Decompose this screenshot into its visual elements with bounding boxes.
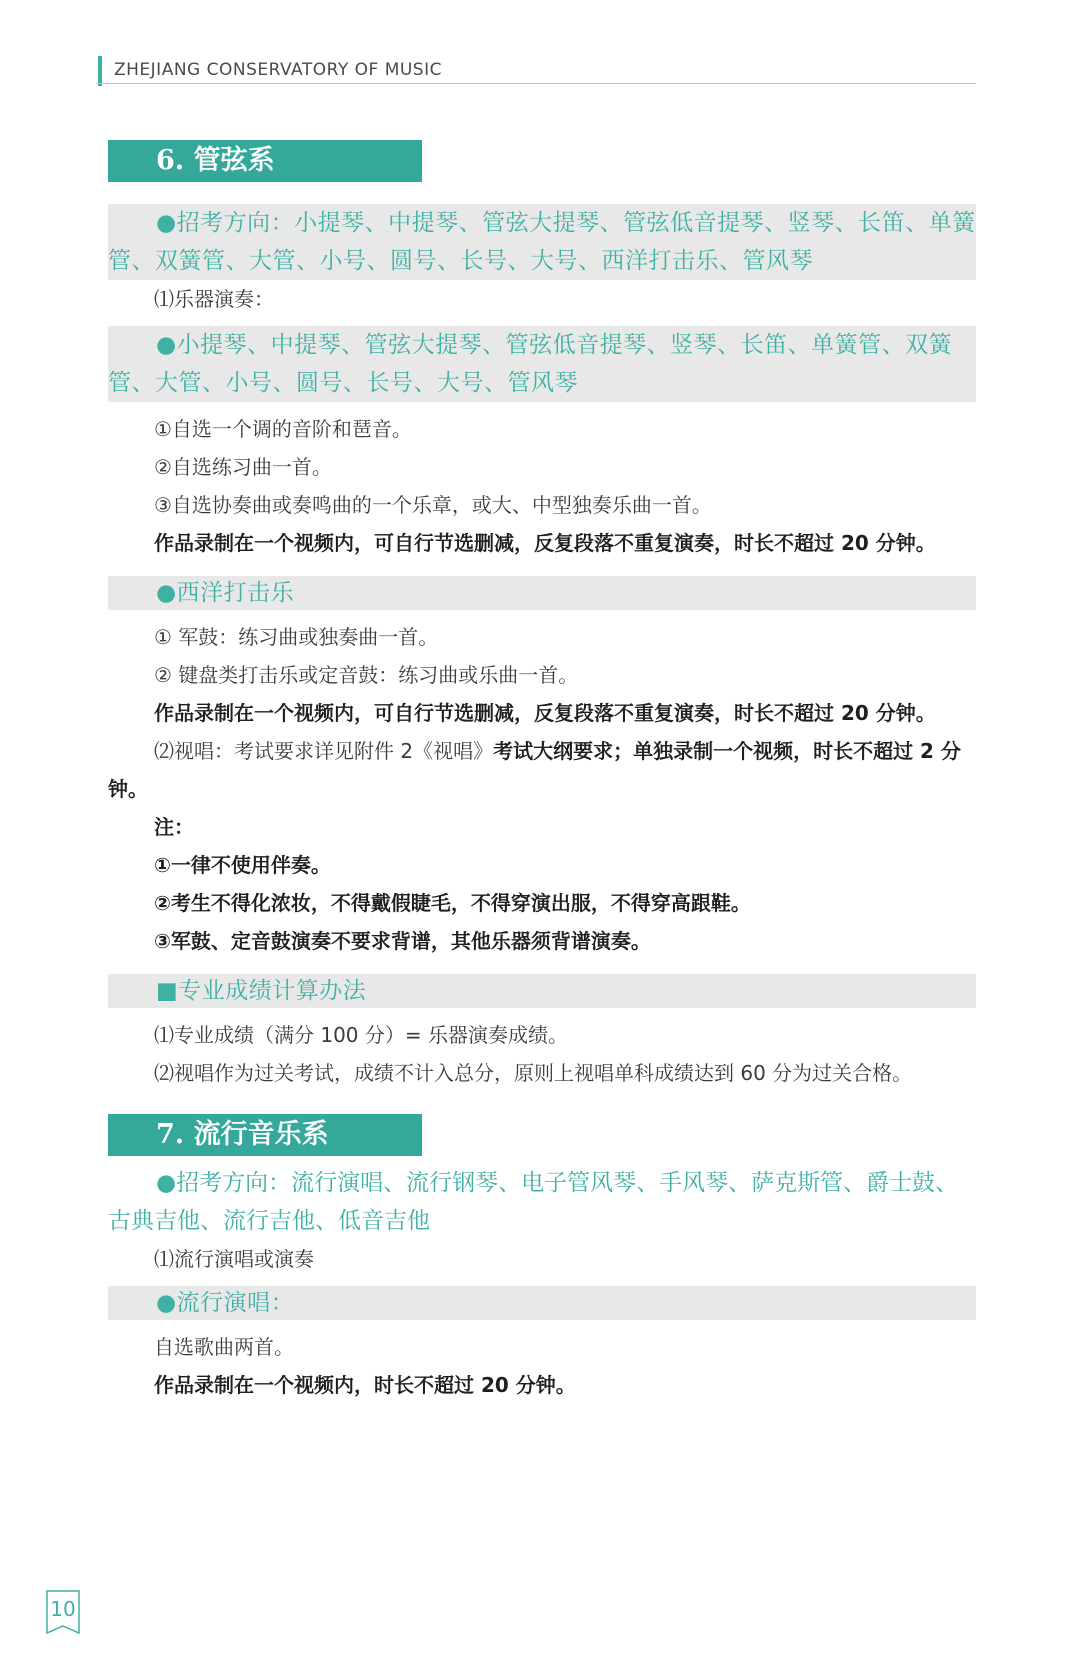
dept6-group1-title: ●小提琴、中提琴、管弦大提琴、管弦低音提琴、竖琴、长笛、单簧管、双簧管、大管、小号、圆号、长号、大号、管风琴 (108, 326, 976, 402)
dept6-part1: ⑴乐器演奏： (154, 287, 274, 311)
dept7-group1-note: 作品录制在一个视频内，时长不超过 20 分钟。 (154, 1373, 576, 1397)
dept6-note-label: 注： (154, 815, 194, 839)
page-content (108, 140, 976, 1404)
dept7-heading: 7. 流行音乐系 (108, 1114, 422, 1156)
dept6-group2-item: ① 军鼓：练习曲或独奏曲一首。 (154, 625, 439, 649)
dept6-part2-bold: 考试大纲要求；单独录制一个视频，时长不超过 2 分钟。 (108, 739, 961, 801)
dept6-group1-item: ①自选一个调的音阶和琶音。 (154, 417, 412, 441)
dept7-part1: ⑴流行演唱或演奏 (154, 1247, 314, 1271)
dept6-part2 (108, 732, 976, 808)
dept6-group2-item: ② 键盘类打击乐或定音鼓：练习曲或乐曲一首。 (154, 663, 579, 687)
dept6-heading: 6. 管弦系 (108, 140, 422, 182)
page-header (96, 54, 976, 88)
dept6-note-item: ①一律不使用伴奏。 (154, 853, 331, 877)
header-rule (96, 83, 976, 84)
dept6-score-item: ⑵视唱作为过关考试，成绩不计入总分，原则上视唱单科成绩达到 60 分为过关合格。 (154, 1061, 913, 1085)
page-number: 10 (50, 1597, 76, 1621)
dept6-score-title: ■专业成绩计算办法 (108, 974, 976, 1008)
dept7-directions: ●招考方向：流行演唱、流行钢琴、电子管风琴、手风琴、萨克斯管、爵士鼓、古典吉他、流行吉他、低音吉他 (108, 1170, 959, 1234)
dept7-group1-item: 自选歌曲两首。 (154, 1335, 294, 1359)
header-accent-bar (98, 56, 102, 86)
dept6-part2-lead: ⑵视唱：考试要求详见附件 2《视唱》 (154, 739, 494, 763)
dept6-score-item: ⑴专业成绩（满分 100 分）= 乐器演奏成绩。 (154, 1023, 569, 1047)
dept6-group2-title: ●西洋打击乐 (108, 576, 976, 610)
dept6-group2-note: 作品录制在一个视频内，可自行节选删减，反复段落不重复演奏，时长不超过 20 分钟。 (154, 701, 936, 725)
dept6-group1-item: ②自选练习曲一首。 (154, 455, 332, 479)
header-title: ZHEJIANG CONSERVATORY OF MUSIC (114, 60, 442, 80)
dept6-group1-note: 作品录制在一个视频内，可自行节选删减，反复段落不重复演奏，时长不超过 20 分钟。 (154, 531, 936, 555)
dept6-group1-item: ③自选协奏曲或奏鸣曲的一个乐章，或大、中型独奏乐曲一首。 (154, 493, 712, 517)
dept7-group1-title: ●流行演唱： (108, 1286, 976, 1320)
dept6-directions: ●招考方向：小提琴、中提琴、管弦大提琴、管弦低音提琴、竖琴、长笛、单簧管、双簧管、大管、小号、圆号、长号、大号、西洋打击乐、管风琴 (108, 204, 976, 280)
dept6-note-item: ③军鼓、定音鼓演奏不要求背谱，其他乐器须背谱演奏。 (154, 929, 651, 953)
page-number-badge (46, 1590, 80, 1634)
dept6-note-item: ②考生不得化浓妆，不得戴假睫毛，不得穿演出服，不得穿高跟鞋。 (154, 891, 751, 915)
